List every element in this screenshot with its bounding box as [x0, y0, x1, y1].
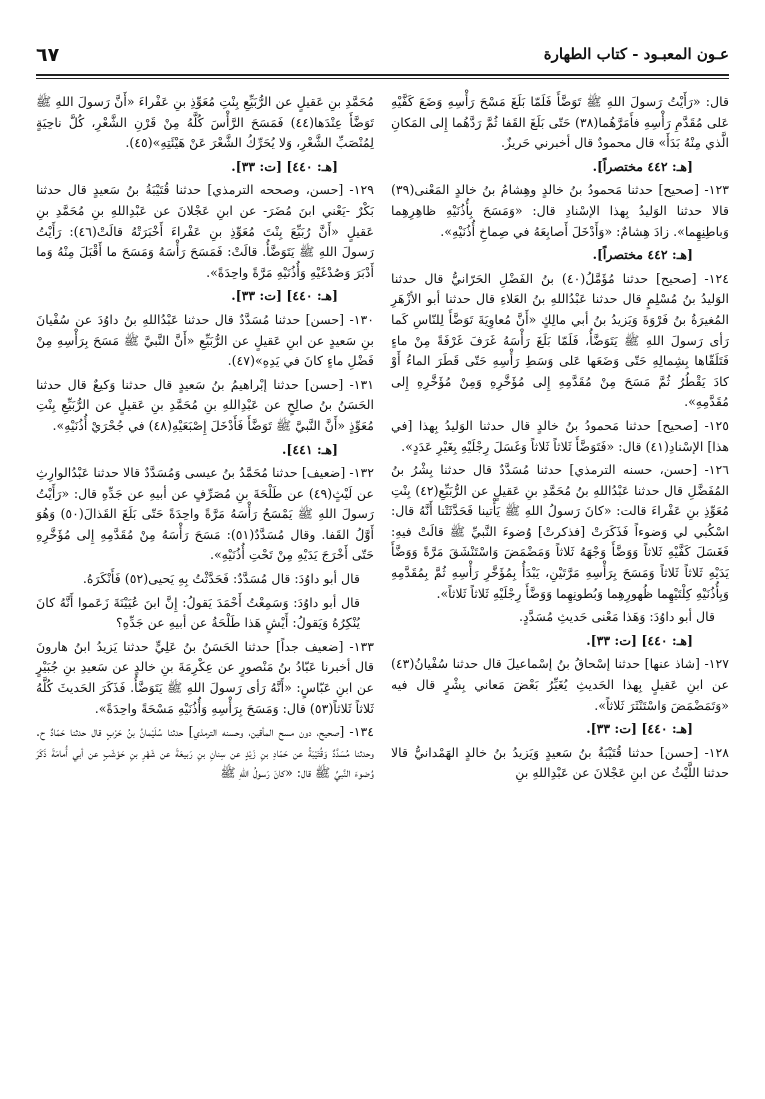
hadith-123: ١٢٣- [صحيح] حدثنا مَحمودُ بنُ خالدٍ وهِشامُ بنُ خالدٍ المَعْنى(٣٩) قالا حدثنا الوَليدُ بِهذا الإسْنادِ قال: «وَمَسَحَ بِأُذُنَيْهِ ظاهِرِهِما وَباطِنِهِما». زادَ هِشامٌ: «وَأَدْخَلَ أَصابِعَهُ في صِماخِ أُذُنَيْهِ».	[391, 182, 729, 239]
running-header	[36, 44, 729, 68]
reference-note: [هـ: ٤٤١].	[282, 441, 338, 457]
reference-note: [هـ: ٤٤٠] [ت: ٣٣].	[231, 158, 338, 174]
hadith-125: ١٢٥- [صحيح] حدثنا مَحمودُ بنُ خالدٍ قال حدثنا الوَليدُ بِهذا [في هذا] الإسْنادِ(٤١) قال: «فَتَوَضَّأَ ثَلاثاً ثَلاثاً وَغَسَلَ رِجْلَيْهِ بِغَيْرِ عَدَدٍ».	[391, 417, 729, 454]
book-title: عـون المعبـود - كتاب الطهارة	[543, 45, 729, 63]
hadith-131: ١٣١- [حسن] حدثنا إبْراهيمُ بنُ سَعيدٍ قال حدثنا وَكيعٌ قال حدثنا الحَسَنُ بنُ صالِحٍ عن عَبْدِاللهِ بنِ مُحَمَّدِ بنِ عَقيلٍ عن الرُّبَيِّعِ بِنْتِ مُعَوِّذٍ «أَنَّ النَّبيَّ ﷺ تَوَضَّأَ فَأَدْخَلَ إِصْبَعَيْهِ(٤٨) في جُحْرَيْ أُذُنَيْهِ».	[36, 376, 374, 433]
hadith-124: ١٢٤- [صحيح] حدثنا مُؤَمَّلُ(٤٠) بنُ الفَضْلِ الحَرّانيُّ قال حدثنا الوَليدُ بنُ مُسْلِمٍ قال حدثنا عَبْدُاللهِ بنُ العَلاءِ قال حدثنا أبو الأزْهَرِ المُغيرَةُ بنُ فَرْوَةَ وَيَزيدُ بنُ أبي مالِكٍ «أَنَّ مُعاوِيَةَ تَوَضَّأَ لِلنّاسِ كَما رَأى رَسولَ اللهِ ﷺ يَتَوَضَّأُ، فَلَمّا بَلَغَ رَأْسَهُ غَرَفَ غَرْفَةً مِنْ ماءٍ فَتَلَقّاها بِشِمالِهِ حَتّى وَضَعَها عَلى وَسَطِ رَأْسِهِ حَتّى قَطَرَ الماءُ أَوْ كادَ يَقْطُرُ ثُمَّ مَسَحَ مِنْ مُقَدَّمِهِ إِلى مُؤَخَّرِهِ وَمِنْ مُؤَخَّرِهِ إِلى مُقَدَّمِهِ».	[391, 270, 729, 410]
reference-note: [هـ: ٤٤٠] [ت: ٣٣].	[586, 632, 693, 648]
hadith-134: ١٣٤- [صحيح، دون مسح المأقين، وحسنه الترمذي] حدثنا سُلَيْمانُ بنُ حَرْبٍ قال حدثنا حَمّادٌ ح. وحدثنا مُسَدَّدٌ وَقُتَيْبَةُ عن حَمّادِ بنِ زَيْدٍ عن سِنانِ بنِ رَبيعَةَ عن شَهْرِ بنِ حَوْشَبٍ عن أبي أُمامَةَ ذَكَرَ وُضوءَ النَّبيِّ ﷺ قال: «كانَ رَسولُ اللهِ ﷺ	[36, 724, 374, 781]
abu-dawud-comment: قال أبو داوُدَ: قال مُسَدَّدٌ: فَحَدَّثْتُ بِهِ يَحيى(٥٢) فَأَنْكَرَهُ.	[82, 571, 360, 587]
hadith-129: ١٢٩- [حسن، وصححه الترمذي] حدثنا قُتَيْبَةُ بنُ سَعيدٍ قال حدثنا بَكْرٌ -يَعْني ابنَ مُضَرَ- عن ابنِ عَجْلانَ عن عَبْدِاللهِ بنِ مُحَمَّدِ بنِ عَقيلٍ «أَنَّ رُبَيِّعَ بِنْتَ مُعَوِّذِ بنِ عَفْراءَ أَخْبَرَتْهُ قالَتْ(٤٦): رَأَيْتُ رَسولَ اللهِ ﷺ يَتَوَضَّأُ. قالَتْ: فَمَسَحَ رَأْسَهُ وَمَسَحَ ما أَقْبَلَ مِنْهُ وَما أَدْبَرَ وَصُدْغَيْهِ وَأُذُنَيْهِ مَرَّةً واحِدَةً».	[36, 182, 374, 280]
paragraph: قال: «رَأَيْتُ رَسولَ اللهِ ﷺ تَوَضَّأَ فَلَمّا بَلَغَ مَسْحَ رَأْسِهِ وَضَعَ كَفَّيْهِ عَلى مُقَدَّمِ رَأْسِهِ فأَمَرَّهُما(٣٨) حَتّى بَلَغَ القَفا ثُمَّ رَدَّهُما إِلى المَكانِ الَّذي مِنْهُ بَدَأَ» قال محمودٌ قال أخبرني حَريزٌ.	[391, 94, 729, 151]
paragraph: مُحَمَّدِ بنِ عَقيلٍ عن الرُّبَيِّعِ بِنْتِ مُعَوِّذِ بنِ عَفْراءَ «أَنَّ رَسولَ اللهِ ﷺ تَوَضَّأَ عِنْدَها(٤٤) فَمَسَحَ الرَّأْسَ كُلَّهُ مِنْ قَرْنِ الشَّعْرِ، كُلَّ ناحِيَةٍ لِمُنْصَبِّ الشَّعْرِ، وَلا يُحَرِّكُ الشَّعْرَ عَنْ هَيْئَتِهِ»(٤٥).	[36, 94, 374, 151]
reference-note: [هـ: ٤٤٠] [ت: ٣٣].	[231, 288, 338, 304]
right-column	[391, 92, 729, 787]
hadith-127: ١٢٧- [شاذ عنها] حدثنا إسْحاقُ بنُ إسْماعيلَ قال حدثنا سُفْيانُ(٤٣) عن ابنِ عَقيلٍ بِهذا الحَديثِ يُغَيِّرُ بَعْضَ مَعاني بِشْرٍ قال فيه «وَتَمَضْمَضَ وَاسْتَنْثَرَ ثَلاثاً».	[391, 656, 729, 713]
hadith-133: ١٣٣- [ضعيف جداً] حدثنا الحَسَنُ بنُ عَلِيٍّ حدثنا يَزيدُ ابنُ هارونَ قال أخبرنا عَبّادُ بنُ مَنْصورٍ عن عِكْرِمَةَ بنِ خالدٍ عن سَعيدِ بنِ جُبَيْرٍ عن ابنِ عَبّاسٍ: «أَنَّهُ رَأى رَسولَ اللهِ ﷺ يَتَوَضَّأُ. فَذَكَرَ الحَديثَ كُلَّهُ ثَلاثاً ثَلاثاً(٥٣) قال: وَمَسَحَ بِرَأْسِهِ وَأُذُنَيْهِ مَسْحَةً واحِدَةً».	[36, 638, 374, 716]
left-column	[36, 92, 374, 787]
hadith-130: ١٣٠- [حسن] حدثنا مُسَدَّدٌ قال حدثنا عَبْدُاللهِ بنُ داوُدَ عن سُفْيانَ بنِ سَعيدٍ عن ابنِ عَقيلٍ عن الرُّبَيِّعِ «أَنَّ النَّبيَّ ﷺ مَسَحَ بِرَأْسِهِ مِنْ فَضْلِ ماءٍ كانَ في يَدِهِ»(٤٧).	[36, 311, 374, 369]
reference-note: [هـ: ٤٤٠] [ت: ٣٣].	[586, 721, 693, 737]
header-rule	[36, 74, 729, 79]
abu-dawud-comment: قال أبو داوُدَ: وَسَمِعْتُ أَحْمَدَ يَقولُ: إِنَّ ابنَ عُيَيْنَةَ زَعَموا أَنَّهُ كانَ يُنْكِرُهُ وَيَقولُ: أَيْشٍ هَذا طَلْحَةُ عن أبيهِ عن جَدِّهِ؟	[36, 594, 360, 631]
hadith-126: ١٢٦- [حسن، حسنه الترمذي] حدثنا مُسَدَّدٌ قال حدثنا بِشْرُ بنُ المُفَضَّلِ قال حدثنا عَبْدُاللهِ بنُ مُحَمَّدِ بنِ عَقيلٍ عن الرُّبَيِّعِ(٤٢) بِنْتِ مُعَوِّذِ بنِ عَفْراءَ قالت: «كانَ رَسولُ اللهِ ﷺ يَأْتينا فَحَدَّثَتْنا أَنَّهُ قال: اسْكُبي لي وَضوءاً فَذَكَرَتْ [فذكرتْ] وُضوءَ النَّبيِّ ﷺ قالَتْ فيهِ: فَغَسَلَ كَفَّيْهِ ثَلاثاً وَوَضَّأَ وَجْهَهُ ثَلاثاً وَمَضْمَضَ وَاسْتَنْشَقَ مَرَّةً وَوَضَّأَ يَدَيْهِ ثَلاثاً ثَلاثاً وَمَسَحَ بِرَأْسِهِ مَرَّتَيْنِ، يَبْدَأُ بِمُؤَخَّرِ رَأْسِهِ ثُمَّ بِمُقَدَّمِهِ وَبِأُذُنَيْهِ كِلْتَيْهِما ظُهورِهِما وَبُطونِهِما وَوَضَّأَ رِجْلَيْهِ ثَلاثاً ثَلاثاً».	[391, 462, 729, 601]
page-number: ٦٧	[36, 44, 60, 66]
reference-note: [هـ: ٤٤٢ مختصراً].	[592, 247, 693, 263]
hadith-128: ١٢٨- [حسن] حدثنا قُتَيْبَةُ بنُ سَعيدٍ وَيَزيدُ بنُ خالدٍ الهَمْدانيُّ قالا حدثنا اللَّيْثُ عن ابنِ عَجْلانَ عن عَبْدِاللهِ بنِ	[391, 744, 729, 781]
hadith-132: ١٣٢- [ضعيف] حدثنا مُحَمَّدُ بنُ عيسى وَمُسَدَّدٌ قالا حدثنا عَبْدُالوارِثِ عن لَيْثٍ(٤٩) عن طَلْحَةَ بنِ مُصَرِّفٍ عن أبيهِ عن جَدِّهِ قال: «رَأَيْتُ رَسولَ اللهِ ﷺ يَمْسَحُ رَأْسَهُ مَرَّةً واحِدَةً حَتّى بَلَغَ القَذالَ(٥٠) وَهُوَ أَوَّلُ القَفا. وقال مُسَدَّدٌ(٥١): مَسَحَ رَأْسَهُ مِنْ مُقَدَّمِهِ إِلى مُؤَخَّرِهِ حَتّى أَخْرَجَ يَدَيْهِ مِنْ تَحْتِ أُذُنَيْهِ».	[36, 465, 374, 563]
abu-dawud-comment: قال أبو داوُدَ: وَهَذا مَعْنى حَديثِ مُسَدَّدٍ.	[519, 609, 715, 625]
reference-note: [هـ: ٤٤٢ مختصراً].	[592, 158, 693, 174]
